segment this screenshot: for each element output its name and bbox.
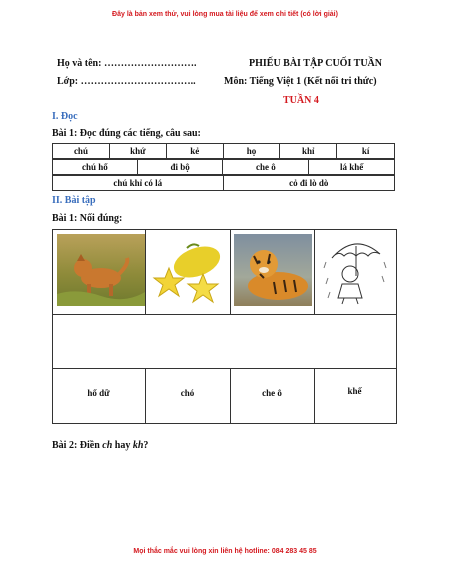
fill-task-title xyxy=(52,440,148,451)
worksheet-title: PHIẾU BÀI TẬP CUỐI TUẦN xyxy=(249,58,382,69)
tiger-image xyxy=(234,234,312,306)
word-khe: khế xyxy=(347,386,362,396)
girl-umbrella-image xyxy=(318,232,392,306)
table-cell: cỏ đi lò dò xyxy=(223,176,394,191)
reading-task-title: Bài 1: Đọc đúng các tiếng, câu sau: xyxy=(52,128,201,139)
table-cell: chú khỉ có lá xyxy=(53,176,224,191)
table-cell: chú xyxy=(53,144,110,159)
word-ho-du: hổ dữ xyxy=(87,388,110,398)
fill-task-suffix: ? xyxy=(143,440,149,451)
matching-task-title: Bài 1: Nối đúng: xyxy=(52,213,123,224)
class-field-label: Lớp: …………………………….. xyxy=(57,76,196,87)
fill-task-mid: hay xyxy=(112,440,133,451)
table-row xyxy=(53,144,395,159)
week-label: TUẦN 4 xyxy=(283,95,319,106)
reading-table-row3 xyxy=(52,175,395,191)
notice-top: Đây là bản xem thử, vui lòng mua tài liệu để xem chi tiết (có lời giải) xyxy=(112,11,338,18)
reading-table-row2 xyxy=(52,159,395,175)
name-field-label: Họ và tên: ………………………. xyxy=(57,58,197,69)
table-cell: kẻ xyxy=(166,144,223,159)
table-cell: khỉ xyxy=(280,144,337,159)
fill-task-kh: kh xyxy=(132,440,144,451)
fill-task-ch: ch xyxy=(102,440,113,451)
starfruit-image xyxy=(147,234,229,306)
table-cell: chú hổ xyxy=(53,160,138,175)
table-cell: khứ xyxy=(109,144,166,159)
word-cho: chó xyxy=(180,388,195,398)
word-che-o: che ô xyxy=(262,388,282,398)
reading-table xyxy=(52,143,395,159)
table-cell: họ xyxy=(223,144,280,159)
subject-label: Môn: Tiếng Việt 1 (Kết nối tri thức) xyxy=(224,76,377,87)
table-cell: che ô xyxy=(223,160,309,175)
fill-task-prefix: Bài 2: Điền xyxy=(52,440,103,451)
table-cell: kí xyxy=(337,144,395,159)
notice-bottom: Mọi thắc mắc vui lòng xin liên hệ hotline: 084 283 45 85 xyxy=(133,548,317,555)
table-cell: đi bộ xyxy=(137,160,223,175)
section-exercise-heading: II. Bài tập xyxy=(52,195,96,206)
dog-image xyxy=(57,234,145,306)
table-row xyxy=(53,160,395,175)
section-reading-heading: I. Đọc xyxy=(52,111,78,122)
grid-divider xyxy=(53,314,396,315)
table-cell: lá khế xyxy=(309,160,395,175)
table-row xyxy=(53,176,395,191)
